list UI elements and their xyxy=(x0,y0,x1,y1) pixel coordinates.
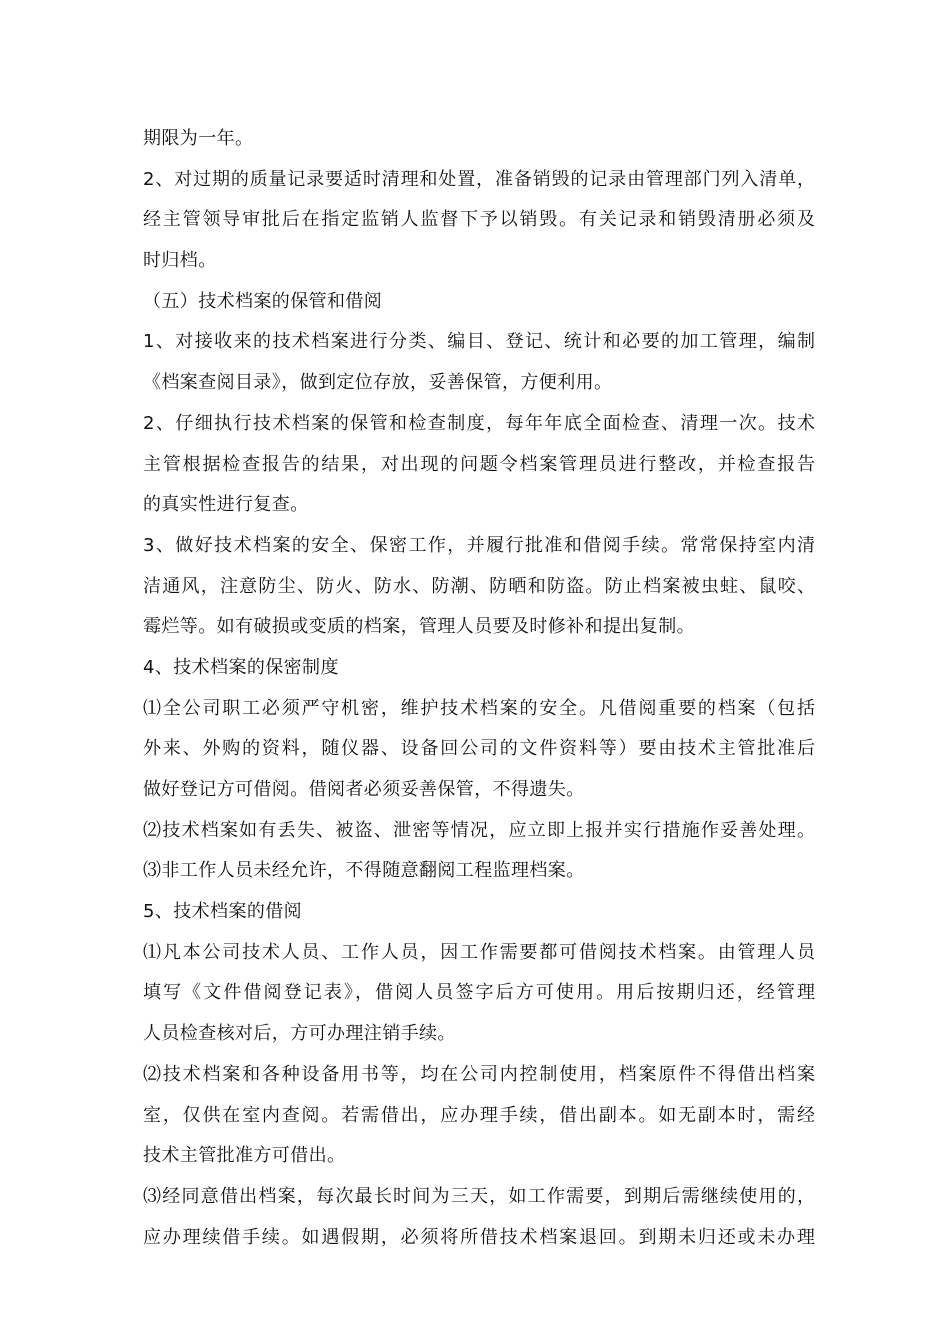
text-line: 2、仔细执行技术档案的保管和检查制度，每年年底全面检查、清理一次。技术 xyxy=(143,412,815,434)
text-line: ⑶经同意借出档案，每次最长时间为三天，如工作需要，到期后需继续使用的， xyxy=(143,1185,815,1207)
document-body xyxy=(143,119,815,1258)
text-line: 3、做好技术档案的安全、保密工作，并履行批准和借阅手续。常常保持室内清 xyxy=(143,534,815,556)
text-line: 2、对过期的质量记录要适时清理和处置，准备销毁的记录由管理部门列入清单， xyxy=(143,168,815,190)
text-line: ⑶非工作人员未经允许，不得随意翻阅工程监理档案。 xyxy=(143,860,585,882)
text-line: 做好登记方可借阅。借阅者必须妥善保管，不得遗失。 xyxy=(143,779,585,800)
text-line: 应办理续借手续。如遇假期，必须将所借技术档案退回。到期未归还或未办理 xyxy=(143,1226,815,1248)
text-line: ⑴凡本公司技术人员、工作人员，因工作需要都可借阅技术档案。由管理人员 xyxy=(143,941,815,963)
text-line: ⑴全公司职工必须严守机密，维护技术档案的安全。凡借阅重要的档案（包括 xyxy=(143,697,815,719)
text-line: ⑵技术档案如有丢失、被盗、泄密等情况，应立即上报并实行措施作妥善处理。 xyxy=(143,819,815,841)
section-heading: （五）技术档案的保管和借阅 xyxy=(143,290,383,312)
subsection-heading: 4、技术档案的保密制度 xyxy=(143,656,339,678)
text-line: 室，仅供在室内查阅。若需借出，应办理手续，借出副本。如无副本时，需经 xyxy=(143,1104,815,1126)
text-line: 外来、外购的资料，随仪器、设备回公司的文件资料等）要由技术主管批准后 xyxy=(143,738,815,760)
text-line: 1、对接收来的技术档案进行分类、编目、登记、统计和必要的加工管理，编制 xyxy=(143,331,815,353)
text-line: 洁通风，注意防尘、防火、防水、防潮、防晒和防盗。防止档案被虫蛀、鼠咬、 xyxy=(143,575,815,597)
subsection-heading: 5、技术档案的借阅 xyxy=(143,901,303,923)
text-line: 《档案查阅目录》，做到定位存放，妥善保管，方便利用。 xyxy=(143,372,613,394)
text-line: 人员检查核对后，方可办理注销手续。 xyxy=(143,1023,456,1045)
text-line: 填写《文件借阅登记表》，借阅人员签字后方可使用。用后按期归还，经管理 xyxy=(143,982,815,1004)
text-line: 技术主管批准方可借出。 xyxy=(143,1145,346,1167)
text-line: 的真实性进行复查。 xyxy=(143,494,309,516)
text-line: 霉烂等。如有破损或变质的档案，管理人员要及时修补和提出复制。 xyxy=(143,616,695,638)
text-line: ⑵技术档案和各种设备用书等，均在公司内控制使用，档案原件不得借出档案 xyxy=(143,1063,815,1085)
text-line: 期限为一年。 xyxy=(143,128,254,149)
text-line: 时归档。 xyxy=(143,250,217,272)
text-line: 经主管领导审批后在指定监销人监督下予以销毁。有关记录和销毁清册必须及 xyxy=(143,209,815,231)
text-line: 主管根据检查报告的结果，对出现的问题令档案管理员进行整改，并检查报告 xyxy=(143,453,815,475)
